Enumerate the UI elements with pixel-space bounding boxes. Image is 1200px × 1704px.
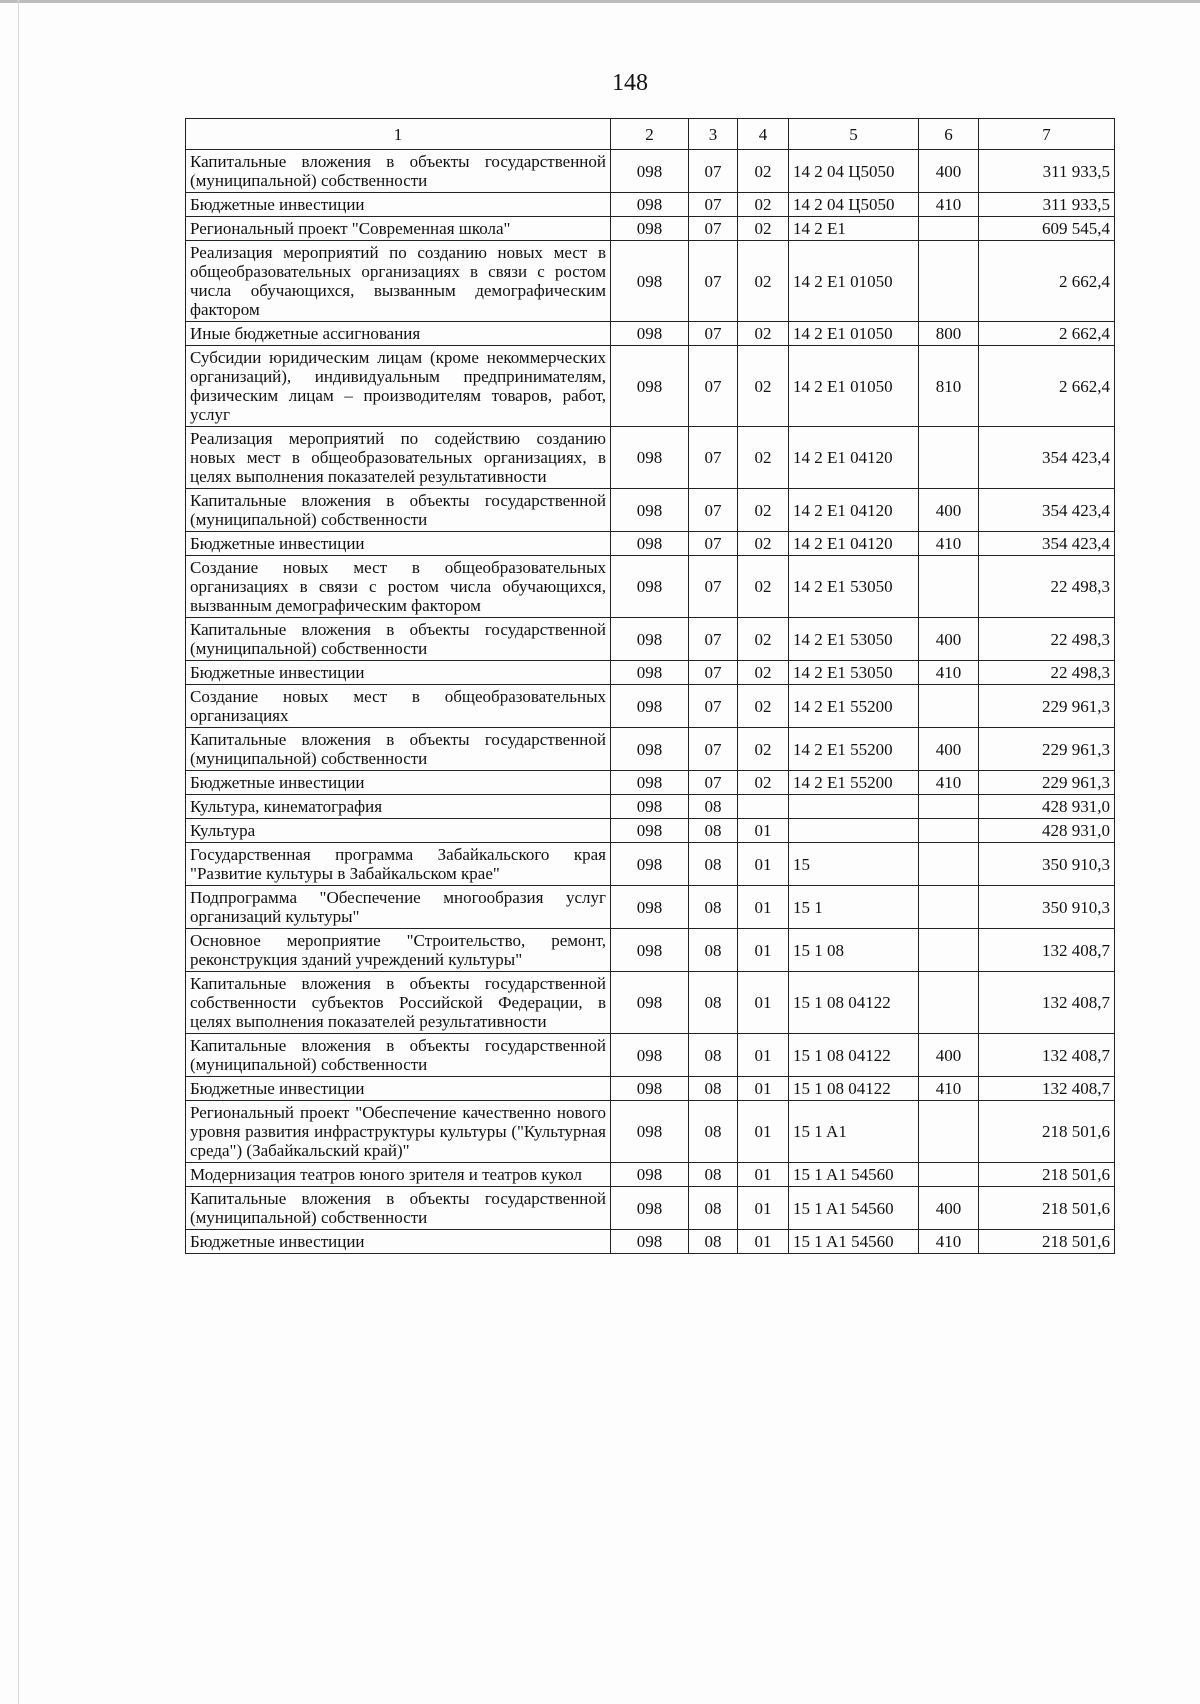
column-header-2: 2 xyxy=(611,119,689,150)
row-target-code: 14 2 E1 01050 xyxy=(789,241,919,322)
row-expense-type: 800 xyxy=(919,322,979,346)
table-row xyxy=(186,1101,1115,1163)
row-amount: 218 501,6 xyxy=(979,1187,1115,1230)
row-amount: 229 961,3 xyxy=(979,771,1115,795)
row-name: Государственная программа Забайкальского края "Развитие культуры в Забайкальском крае" xyxy=(186,843,611,886)
row-subsection: 01 xyxy=(738,1101,789,1163)
row-amount: 311 933,5 xyxy=(979,150,1115,193)
row-subsection: 02 xyxy=(738,618,789,661)
row-section: 07 xyxy=(689,728,738,771)
column-header-7: 7 xyxy=(979,119,1115,150)
row-subsection: 02 xyxy=(738,322,789,346)
row-admin-code: 098 xyxy=(611,728,689,771)
row-name: Капитальные вложения в объекты государственной (муниципальной) собственности xyxy=(186,1187,611,1230)
row-admin-code: 098 xyxy=(611,532,689,556)
row-expense-type xyxy=(919,685,979,728)
row-target-code: 15 1 A1 54560 xyxy=(789,1230,919,1254)
row-name: Культура xyxy=(186,819,611,843)
row-subsection: 02 xyxy=(738,771,789,795)
row-name: Субсидии юридическим лицам (кроме некоммерческих организаций), индивидуальным предпринимателям, физическим лицам – производителям товаров, работ, услуг xyxy=(186,346,611,427)
column-header-4: 4 xyxy=(738,119,789,150)
row-section: 07 xyxy=(689,489,738,532)
row-target-code: 14 2 E1 04120 xyxy=(789,489,919,532)
row-name: Капитальные вложения в объекты государственной (муниципальной) собственности xyxy=(186,1034,611,1077)
row-subsection: 02 xyxy=(738,728,789,771)
row-amount: 132 408,7 xyxy=(979,929,1115,972)
row-name: Капитальные вложения в объекты государственной (муниципальной) собственности xyxy=(186,728,611,771)
row-expense-type xyxy=(919,929,979,972)
row-amount: 2 662,4 xyxy=(979,346,1115,427)
row-admin-code: 098 xyxy=(611,241,689,322)
table-row xyxy=(186,728,1115,771)
row-expense-type xyxy=(919,241,979,322)
row-admin-code: 098 xyxy=(611,661,689,685)
row-name: Культура, кинематография xyxy=(186,795,611,819)
row-expense-type: 810 xyxy=(919,346,979,427)
row-admin-code: 098 xyxy=(611,193,689,217)
row-admin-code: 098 xyxy=(611,346,689,427)
table-row xyxy=(186,795,1115,819)
row-target-code: 14 2 E1 01050 xyxy=(789,346,919,427)
row-admin-code: 098 xyxy=(611,886,689,929)
row-amount: 350 910,3 xyxy=(979,886,1115,929)
row-amount: 132 408,7 xyxy=(979,1077,1115,1101)
row-name: Реализация мероприятий по созданию новых мест в общеобразовательных организациях в связи с ростом числа обучающихся, вызванным демографическим фактором xyxy=(186,241,611,322)
row-subsection: 02 xyxy=(738,556,789,618)
row-amount: 22 498,3 xyxy=(979,556,1115,618)
row-amount: 218 501,6 xyxy=(979,1230,1115,1254)
table-row xyxy=(186,346,1115,427)
row-expense-type: 400 xyxy=(919,1187,979,1230)
row-section: 07 xyxy=(689,427,738,489)
row-subsection: 01 xyxy=(738,1163,789,1187)
row-expense-type xyxy=(919,217,979,241)
row-amount: 218 501,6 xyxy=(979,1101,1115,1163)
budget-table xyxy=(185,118,1115,1254)
row-expense-type: 410 xyxy=(919,532,979,556)
row-expense-type xyxy=(919,556,979,618)
row-target-code: 15 1 08 xyxy=(789,929,919,972)
row-section: 07 xyxy=(689,685,738,728)
row-subsection: 02 xyxy=(738,150,789,193)
row-section: 07 xyxy=(689,241,738,322)
row-amount: 2 662,4 xyxy=(979,322,1115,346)
row-admin-code: 098 xyxy=(611,819,689,843)
row-section: 07 xyxy=(689,661,738,685)
row-target-code: 14 2 E1 55200 xyxy=(789,771,919,795)
row-subsection: 02 xyxy=(738,217,789,241)
row-amount: 354 423,4 xyxy=(979,532,1115,556)
row-target-code: 14 2 E1 53050 xyxy=(789,618,919,661)
row-target-code: 15 xyxy=(789,843,919,886)
row-name: Бюджетные инвестиции xyxy=(186,1077,611,1101)
table-row xyxy=(186,556,1115,618)
row-subsection: 02 xyxy=(738,427,789,489)
table-row xyxy=(186,618,1115,661)
table-row xyxy=(186,489,1115,532)
row-subsection: 01 xyxy=(738,886,789,929)
row-target-code: 15 1 08 04122 xyxy=(789,972,919,1034)
row-target-code: 14 2 E1 xyxy=(789,217,919,241)
row-target-code: 14 2 04 Ц5050 xyxy=(789,193,919,217)
table-row xyxy=(186,1163,1115,1187)
row-subsection: 01 xyxy=(738,1077,789,1101)
row-admin-code: 098 xyxy=(611,1187,689,1230)
row-amount: 609 545,4 xyxy=(979,217,1115,241)
row-expense-type xyxy=(919,1163,979,1187)
table-row xyxy=(186,661,1115,685)
row-admin-code: 098 xyxy=(611,1101,689,1163)
row-expense-type: 400 xyxy=(919,618,979,661)
table-row xyxy=(186,1034,1115,1077)
table-row xyxy=(186,843,1115,886)
row-amount: 428 931,0 xyxy=(979,819,1115,843)
row-section: 07 xyxy=(689,217,738,241)
row-admin-code: 098 xyxy=(611,150,689,193)
scan-edge-left xyxy=(18,0,19,1704)
row-section: 08 xyxy=(689,1230,738,1254)
row-section: 07 xyxy=(689,346,738,427)
row-amount: 229 961,3 xyxy=(979,685,1115,728)
row-section: 08 xyxy=(689,1163,738,1187)
row-section: 08 xyxy=(689,1187,738,1230)
table-row xyxy=(186,217,1115,241)
row-expense-type xyxy=(919,1101,979,1163)
row-subsection: 01 xyxy=(738,972,789,1034)
table-row xyxy=(186,1230,1115,1254)
row-expense-type xyxy=(919,843,979,886)
column-header-6: 6 xyxy=(919,119,979,150)
row-target-code: 15 1 08 04122 xyxy=(789,1034,919,1077)
row-admin-code: 098 xyxy=(611,795,689,819)
row-amount: 132 408,7 xyxy=(979,972,1115,1034)
row-name: Бюджетные инвестиции xyxy=(186,1230,611,1254)
row-expense-type: 400 xyxy=(919,1034,979,1077)
row-name: Бюджетные инвестиции xyxy=(186,532,611,556)
row-name: Основное мероприятие "Строительство, ремонт, реконструкция зданий учреждений культуры" xyxy=(186,929,611,972)
row-target-code: 15 1 A1 54560 xyxy=(789,1163,919,1187)
row-name: Капитальные вложения в объекты государственной собственности субъектов Российской Федерации, в целях выполнения показателей результативности xyxy=(186,972,611,1034)
table-row xyxy=(186,241,1115,322)
row-target-code xyxy=(789,819,919,843)
row-expense-type: 410 xyxy=(919,193,979,217)
row-expense-type: 410 xyxy=(919,1230,979,1254)
row-amount: 428 931,0 xyxy=(979,795,1115,819)
row-subsection: 02 xyxy=(738,661,789,685)
row-subsection: 02 xyxy=(738,346,789,427)
row-target-code: 15 1 A1 54560 xyxy=(789,1187,919,1230)
table-row xyxy=(186,322,1115,346)
row-admin-code: 098 xyxy=(611,771,689,795)
row-subsection: 01 xyxy=(738,1034,789,1077)
row-admin-code: 098 xyxy=(611,972,689,1034)
row-subsection: 02 xyxy=(738,489,789,532)
row-target-code: 14 2 E1 04120 xyxy=(789,532,919,556)
row-section: 08 xyxy=(689,886,738,929)
table-row xyxy=(186,972,1115,1034)
row-section: 07 xyxy=(689,618,738,661)
row-admin-code: 098 xyxy=(611,217,689,241)
row-target-code: 14 2 E1 01050 xyxy=(789,322,919,346)
row-name: Иные бюджетные ассигнования xyxy=(186,322,611,346)
row-section: 08 xyxy=(689,819,738,843)
row-expense-type: 410 xyxy=(919,771,979,795)
row-subsection: 01 xyxy=(738,819,789,843)
row-name: Создание новых мест в общеобразовательных организациях в связи с ростом числа обучающихся, вызванным демографическим фактором xyxy=(186,556,611,618)
row-expense-type: 400 xyxy=(919,150,979,193)
row-admin-code: 098 xyxy=(611,1034,689,1077)
row-subsection: 01 xyxy=(738,1187,789,1230)
row-target-code: 15 1 A1 xyxy=(789,1101,919,1163)
table-row xyxy=(186,1187,1115,1230)
row-amount: 350 910,3 xyxy=(979,843,1115,886)
row-expense-type xyxy=(919,795,979,819)
row-subsection: 02 xyxy=(738,241,789,322)
row-name: Бюджетные инвестиции xyxy=(186,193,611,217)
column-header-1: 1 xyxy=(186,119,611,150)
row-amount: 2 662,4 xyxy=(979,241,1115,322)
row-target-code: 14 2 E1 04120 xyxy=(789,427,919,489)
table-row xyxy=(186,886,1115,929)
row-name: Капитальные вложения в объекты государственной (муниципальной) собственности xyxy=(186,618,611,661)
row-expense-type xyxy=(919,819,979,843)
row-admin-code: 098 xyxy=(611,618,689,661)
row-section: 08 xyxy=(689,1077,738,1101)
row-section: 07 xyxy=(689,322,738,346)
row-admin-code: 098 xyxy=(611,1077,689,1101)
row-name: Создание новых мест в общеобразовательных организациях xyxy=(186,685,611,728)
row-admin-code: 098 xyxy=(611,1163,689,1187)
table-row xyxy=(186,771,1115,795)
row-expense-type xyxy=(919,972,979,1034)
page-number: 148 xyxy=(612,70,648,96)
row-admin-code: 098 xyxy=(611,685,689,728)
row-target-code: 14 2 E1 53050 xyxy=(789,556,919,618)
row-name: Региональный проект "Обеспечение качественно нового уровня развития инфраструктуры культуры ("Культурная среда") (Забайкальский край)" xyxy=(186,1101,611,1163)
row-admin-code: 098 xyxy=(611,929,689,972)
column-header-5: 5 xyxy=(789,119,919,150)
row-amount: 22 498,3 xyxy=(979,661,1115,685)
row-target-code: 14 2 E1 55200 xyxy=(789,685,919,728)
row-amount: 218 501,6 xyxy=(979,1163,1115,1187)
row-expense-type: 400 xyxy=(919,489,979,532)
row-admin-code: 098 xyxy=(611,322,689,346)
row-amount: 229 961,3 xyxy=(979,728,1115,771)
table-row xyxy=(186,532,1115,556)
row-target-code xyxy=(789,795,919,819)
row-section: 08 xyxy=(689,929,738,972)
row-expense-type: 410 xyxy=(919,661,979,685)
row-expense-type: 410 xyxy=(919,1077,979,1101)
row-section: 07 xyxy=(689,532,738,556)
row-expense-type xyxy=(919,427,979,489)
row-subsection: 01 xyxy=(738,1230,789,1254)
column-header-3: 3 xyxy=(689,119,738,150)
row-amount: 22 498,3 xyxy=(979,618,1115,661)
table-row xyxy=(186,819,1115,843)
row-expense-type: 400 xyxy=(919,728,979,771)
row-name: Капитальные вложения в объекты государственной (муниципальной) собственности xyxy=(186,489,611,532)
row-amount: 354 423,4 xyxy=(979,427,1115,489)
table-row xyxy=(186,929,1115,972)
row-target-code: 14 2 04 Ц5050 xyxy=(789,150,919,193)
row-section: 07 xyxy=(689,150,738,193)
row-target-code: 14 2 E1 53050 xyxy=(789,661,919,685)
row-expense-type xyxy=(919,886,979,929)
row-section: 08 xyxy=(689,1101,738,1163)
scan-edge-top xyxy=(0,0,1200,3)
row-name: Бюджетные инвестиции xyxy=(186,661,611,685)
table-row xyxy=(186,193,1115,217)
table-row xyxy=(186,427,1115,489)
row-name: Подпрограмма "Обеспечение многообразия услуг организаций культуры" xyxy=(186,886,611,929)
table-header xyxy=(186,119,1115,150)
header-row xyxy=(186,119,1115,150)
row-section: 07 xyxy=(689,193,738,217)
row-target-code: 15 1 xyxy=(789,886,919,929)
row-target-code: 15 1 08 04122 xyxy=(789,1077,919,1101)
row-admin-code: 098 xyxy=(611,843,689,886)
row-section: 08 xyxy=(689,1034,738,1077)
table-row xyxy=(186,1077,1115,1101)
row-section: 08 xyxy=(689,972,738,1034)
row-name: Капитальные вложения в объекты государственной (муниципальной) собственности xyxy=(186,150,611,193)
row-section: 08 xyxy=(689,795,738,819)
row-admin-code: 098 xyxy=(611,556,689,618)
row-section: 07 xyxy=(689,771,738,795)
row-admin-code: 098 xyxy=(611,489,689,532)
row-name: Региональный проект "Современная школа" xyxy=(186,217,611,241)
table-row xyxy=(186,150,1115,193)
row-amount: 354 423,4 xyxy=(979,489,1115,532)
row-name: Реализация мероприятий по содействию созданию новых мест в общеобразовательных организациях, в целях выполнения показателей результативности xyxy=(186,427,611,489)
row-admin-code: 098 xyxy=(611,1230,689,1254)
row-amount: 311 933,5 xyxy=(979,193,1115,217)
row-section: 07 xyxy=(689,556,738,618)
row-name: Бюджетные инвестиции xyxy=(186,771,611,795)
row-subsection: 02 xyxy=(738,193,789,217)
row-subsection: 01 xyxy=(738,929,789,972)
row-subsection xyxy=(738,795,789,819)
table-row xyxy=(186,685,1115,728)
row-subsection: 02 xyxy=(738,532,789,556)
table-body xyxy=(186,150,1115,1254)
row-admin-code: 098 xyxy=(611,427,689,489)
row-subsection: 01 xyxy=(738,843,789,886)
row-section: 08 xyxy=(689,843,738,886)
row-subsection: 02 xyxy=(738,685,789,728)
row-name: Модернизация театров юного зрителя и театров кукол xyxy=(186,1163,611,1187)
row-amount: 132 408,7 xyxy=(979,1034,1115,1077)
row-target-code: 14 2 E1 55200 xyxy=(789,728,919,771)
